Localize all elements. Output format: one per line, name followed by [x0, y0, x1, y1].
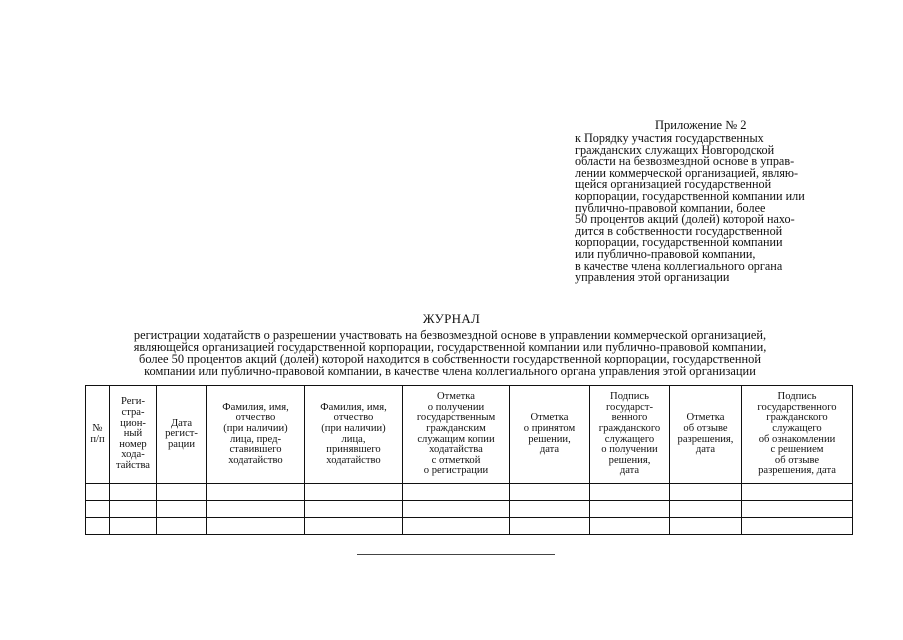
column-header-line: регист-: [165, 428, 198, 440]
table-header-row: [86, 386, 853, 484]
table-cell[interactable]: [670, 501, 742, 518]
column-header-line: гражданского: [766, 412, 828, 424]
appendix-line: области на безвозмездной основе в управ-: [575, 154, 795, 169]
column-header-line: дата: [539, 444, 560, 456]
column-header-line: стра-: [121, 407, 145, 419]
column-header-line: о получении: [601, 444, 658, 456]
table-cell[interactable]: [110, 518, 157, 535]
table-cell[interactable]: [403, 518, 510, 535]
table-cell[interactable]: [86, 518, 110, 535]
column-header-line: об ознакомлении: [758, 433, 836, 445]
column-header: [403, 386, 510, 484]
appendix-line: щейся организацией государственной: [575, 177, 772, 192]
table-row: [86, 484, 853, 501]
column-header: [86, 386, 110, 484]
table-cell[interactable]: [510, 501, 590, 518]
journal-subtitle: [60, 329, 840, 377]
journal-subtitle-line: более 50 процентов акций (долей) которой находится в собственности государственной корпорации, государственной: [139, 352, 761, 366]
column-header: [157, 386, 207, 484]
column-header-line: Подпись: [777, 391, 817, 403]
column-header-line: Отметка: [686, 412, 725, 424]
table-cell[interactable]: [590, 518, 670, 535]
table-cell[interactable]: [157, 501, 207, 518]
column-header-line: разрешения, дата: [758, 465, 836, 477]
column-header-line: служащего: [604, 433, 655, 445]
appendix-line: лении коммерческой организацией, являю-: [575, 165, 799, 180]
column-header-line: Отметка: [530, 412, 569, 424]
table-cell[interactable]: [670, 518, 742, 535]
column-header-line: о принятом: [523, 422, 576, 434]
column-header-line: государственного: [757, 401, 837, 413]
appendix-title: Приложение № 2: [655, 118, 747, 132]
column-header-line: цион-: [120, 417, 146, 429]
column-header: [110, 386, 157, 484]
column-header-line: Отметка: [436, 391, 475, 403]
column-header-line: Реги-: [121, 396, 145, 408]
column-header-line: дата: [695, 444, 716, 456]
table-cell[interactable]: [86, 501, 110, 518]
appendix-line: гражданских служащих Новгородской: [575, 142, 775, 157]
appendix-line: 50 процентов акций (долей) которой нахо-: [575, 212, 795, 227]
bottom-divider: [357, 554, 555, 555]
table-cell[interactable]: [110, 484, 157, 501]
table-cell[interactable]: [742, 518, 853, 535]
appendix-line: управления этой организации: [575, 270, 730, 285]
journal-subtitle-line: компании или публично-правовой компании, в качестве члена коллегиального органа управления этой организации: [144, 364, 756, 378]
table-cell[interactable]: [305, 518, 403, 535]
table-cell[interactable]: [742, 501, 853, 518]
table-cell[interactable]: [403, 501, 510, 518]
column-header-line: (при наличии): [321, 422, 386, 434]
journal-table: [85, 385, 853, 535]
table-cell[interactable]: [590, 484, 670, 501]
column-header-line: служащим копии: [417, 433, 495, 445]
table-cell[interactable]: [207, 501, 305, 518]
table-cell[interactable]: [510, 518, 590, 535]
column-header-line: государственным: [416, 412, 496, 424]
appendix-line: публично-правовой компании, более: [575, 200, 766, 215]
column-header-line: п/п: [90, 433, 105, 445]
table-cell[interactable]: [110, 501, 157, 518]
table-row: [86, 518, 853, 535]
appendix-line: корпорации, государственной компании или: [575, 188, 805, 203]
appendix-line: дится в собственности государственной: [575, 223, 783, 238]
column-header-line: с решением: [770, 444, 824, 456]
table-cell[interactable]: [86, 484, 110, 501]
table-cell[interactable]: [590, 501, 670, 518]
column-header-line: Дата: [170, 417, 193, 429]
column-header-line: служащего: [772, 422, 822, 434]
table-cell[interactable]: [670, 484, 742, 501]
column-header-line: тайства: [115, 459, 151, 471]
table-cell[interactable]: [510, 484, 590, 501]
table-cell[interactable]: [207, 484, 305, 501]
column-header-line: отчество: [333, 412, 374, 424]
column-header: [590, 386, 670, 484]
table-cell[interactable]: [305, 501, 403, 518]
table-cell[interactable]: [207, 518, 305, 535]
column-header-line: рации: [167, 438, 195, 450]
table-cell[interactable]: [157, 518, 207, 535]
column-header-line: ставившего: [229, 444, 282, 456]
column-header: [742, 386, 853, 484]
column-header-line: гражданским: [426, 422, 486, 434]
column-header-line: гражданского: [598, 422, 661, 434]
column-header-line: хода-: [121, 449, 145, 461]
column-header-line: отчество: [235, 412, 276, 424]
column-header-line: решении,: [528, 433, 571, 445]
column-header-line: о получении: [427, 401, 485, 413]
journal-title: ЖУРНАЛ: [422, 311, 481, 326]
column-header-line: ный: [123, 428, 143, 440]
appendix-body: [575, 133, 850, 284]
column-header-line: дата: [619, 465, 640, 477]
column-header-line: государст-: [605, 401, 654, 413]
column-header: [510, 386, 590, 484]
column-header-line: об отзыве: [774, 454, 820, 466]
column-header-line: о регистрации: [423, 465, 489, 477]
table-cell[interactable]: [305, 484, 403, 501]
table-row: [86, 501, 853, 518]
appendix-line: корпорации, государственной компании: [575, 235, 783, 250]
column-header-line: об отзыве: [683, 422, 728, 434]
appendix-line: или публично-правовой компании,: [575, 246, 756, 261]
column-header-line: Подпись: [610, 391, 649, 403]
column-header-line: Фамилия, имя,: [320, 401, 387, 413]
appendix-line: к Порядку участия государственных: [575, 131, 764, 145]
column-header-line: решения,: [608, 454, 651, 466]
column-header: [305, 386, 403, 484]
column-header-line: ходатайство: [326, 454, 381, 466]
column-header-line: №: [92, 422, 103, 434]
journal-subtitle-line: регистрации ходатайств о разрешении участвовать на безвозмездной основе в управлении коммерческой организацией,: [133, 328, 767, 342]
appendix-line: в качестве члена коллегиального органа: [575, 258, 783, 273]
column-header-line: венного: [611, 412, 648, 424]
column-header-line: принявшего: [326, 444, 381, 456]
table-cell[interactable]: [403, 484, 510, 501]
table-cell[interactable]: [742, 484, 853, 501]
column-header-line: лица, пред-: [229, 433, 282, 445]
column-header-line: лица,: [341, 433, 366, 445]
column-header-line: Фамилия, имя,: [222, 401, 289, 413]
table-cell[interactable]: [157, 484, 207, 501]
column-header-line: ходатайство: [228, 454, 283, 466]
column-header: [670, 386, 742, 484]
column-header-line: номер: [119, 438, 147, 450]
column-header-line: (при наличии): [223, 422, 288, 434]
column-header-line: с отметкой: [431, 454, 481, 466]
journal-subtitle-line: являющейся организацией государственной корпорации, государственной компании или публично-правовой компании,: [133, 340, 767, 354]
column-header: [207, 386, 305, 484]
column-header-line: разрешения,: [677, 433, 734, 445]
column-header-line: ходатайства: [429, 444, 483, 456]
